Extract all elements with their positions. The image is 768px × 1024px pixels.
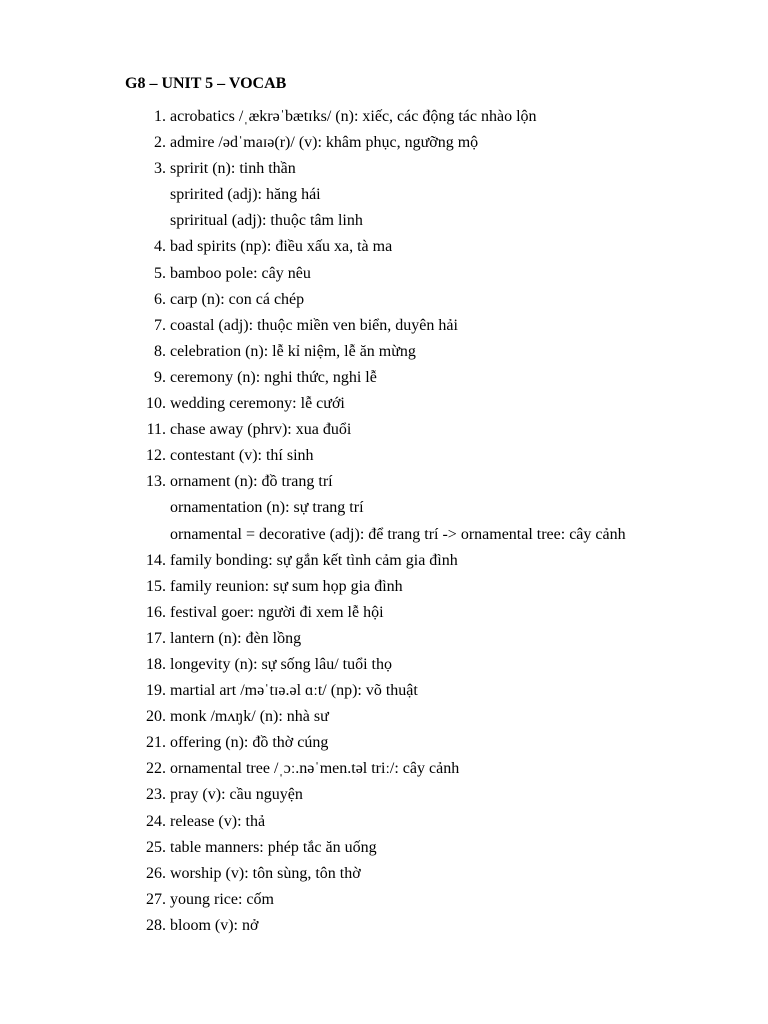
- item-number: 11.: [146, 421, 166, 439]
- vocab-subitem: [0, 208, 768, 234]
- item-text: spriritual (adj): thuộc tâm linh: [170, 212, 363, 230]
- item-text: wedding ceremony: lễ cưới: [170, 395, 345, 413]
- vocab-item: [0, 365, 768, 391]
- item-number: 16.: [146, 603, 166, 621]
- item-number: 2.: [154, 134, 166, 152]
- vocab-item: [0, 678, 768, 704]
- vocab-item: [0, 782, 768, 808]
- item-number: 6.: [154, 290, 166, 308]
- item-text: bamboo pole: cây nêu: [170, 264, 311, 282]
- item-text: admire /ədˈmaɪə(r)/ (v): khâm phục, ngưỡng mộ: [170, 134, 479, 152]
- vocab-item: [0, 156, 768, 182]
- vocab-item: [0, 652, 768, 678]
- item-number: 24.: [146, 812, 166, 830]
- item-number: 5.: [154, 264, 166, 282]
- vocab-item: [0, 835, 768, 861]
- item-number: 28.: [146, 916, 166, 934]
- item-text: celebration (n): lễ kỉ niệm, lễ ăn mừng: [170, 342, 416, 360]
- item-number: 20.: [146, 708, 166, 726]
- item-text: martial art /məˈtɪə.əl ɑːt/ (np): võ thuật: [170, 682, 418, 700]
- item-number: 1.: [154, 108, 166, 125]
- item-text: lantern (n): đèn lồng: [170, 629, 302, 647]
- item-number: 22.: [146, 760, 166, 778]
- vocab-item: [0, 600, 768, 626]
- vocab-item: [0, 861, 768, 887]
- item-text: acrobatics /ˌækrəˈbætɪks/ (n): xiếc, các động tác nhào lộn: [170, 108, 537, 125]
- vocab-subitem: [0, 495, 768, 521]
- item-number: 18.: [146, 655, 166, 673]
- item-text: young rice: cốm: [170, 890, 274, 908]
- item-text: spririted (adj): hăng hái: [170, 186, 321, 204]
- item-text: table manners: phép tắc ăn uống: [170, 838, 377, 856]
- vocab-item: [0, 313, 768, 339]
- vocab-item: [0, 391, 768, 417]
- vocab-subitem: [0, 522, 768, 548]
- item-number: 9.: [154, 368, 166, 386]
- vocab-item: [0, 809, 768, 835]
- item-number: 13.: [146, 473, 166, 491]
- item-number: 8.: [154, 342, 166, 360]
- vocab-item: [0, 234, 768, 260]
- item-text: spririt (n): tinh thần: [170, 160, 296, 178]
- item-number: 21.: [146, 734, 166, 752]
- item-text: worship (v): tôn sùng, tôn thờ: [170, 864, 361, 882]
- item-text: coastal (adj): thuộc miền ven biển, duyên hải: [170, 316, 458, 334]
- vocab-item: [0, 548, 768, 574]
- item-number: 26.: [146, 864, 166, 882]
- vocab-item: [0, 626, 768, 652]
- item-text: ornament (n): đồ trang trí: [170, 473, 333, 491]
- item-number: 15.: [146, 577, 166, 595]
- vocab-subitem: [0, 182, 768, 208]
- vocab-list: [0, 104, 768, 939]
- document-title: G8 – UNIT 5 – VOCAB: [125, 75, 287, 92]
- item-number: 3.: [154, 160, 166, 178]
- item-text: festival goer: người đi xem lễ hội: [170, 603, 384, 621]
- item-number: 10.: [146, 395, 166, 413]
- vocab-item: [0, 730, 768, 756]
- item-number: 23.: [146, 786, 166, 804]
- vocab-item: [0, 756, 768, 782]
- vocab-item: [0, 913, 768, 939]
- item-number: 14.: [146, 551, 166, 569]
- item-text: offering (n): đồ thờ cúng: [170, 734, 329, 752]
- item-number: 7.: [154, 316, 166, 334]
- item-text: bad spirits (np): điều xấu xa, tà ma: [170, 238, 393, 256]
- item-number: 17.: [146, 629, 166, 647]
- item-text: ornamental = decorative (adj): để trang trí -> ornamental tree: cây cảnh: [170, 525, 626, 543]
- item-number: 4.: [154, 238, 166, 256]
- item-number: 19.: [146, 682, 166, 700]
- vocab-item: [0, 704, 768, 730]
- item-text: ceremony (n): nghi thức, nghi lễ: [170, 368, 377, 386]
- item-number: 12.: [146, 447, 166, 465]
- item-text: contestant (v): thí sinh: [170, 447, 314, 465]
- vocab-item: [0, 574, 768, 600]
- vocab-item: [0, 887, 768, 913]
- item-text: family reunion: sự sum họp gia đình: [170, 577, 403, 595]
- vocab-item: [0, 261, 768, 287]
- vocab-item: [0, 443, 768, 469]
- item-text: carp (n): con cá chép: [170, 290, 305, 308]
- item-text: family bonding: sự gắn kết tình cảm gia đình: [170, 551, 458, 569]
- item-text: longevity (n): sự sống lâu/ tuổi thọ: [170, 655, 392, 673]
- item-number: 25.: [146, 838, 166, 856]
- item-text: monk /mʌŋk/ (n): nhà sư: [170, 708, 329, 726]
- item-text: ornamental tree /ˌɔː.nəˈmen.təl triː/: cây cảnh: [170, 760, 460, 778]
- item-text: ornamentation (n): sự trang trí: [170, 499, 364, 517]
- item-text: bloom (v): nở: [170, 916, 259, 934]
- item-number: 27.: [146, 890, 166, 908]
- vocab-item: [0, 104, 768, 130]
- item-text: pray (v): cầu nguyện: [170, 786, 303, 804]
- vocab-item: [0, 287, 768, 313]
- vocab-item: [0, 469, 768, 495]
- vocab-item: [0, 130, 768, 156]
- vocab-item: [0, 339, 768, 365]
- item-text: release (v): thả: [170, 812, 266, 830]
- vocab-item: [0, 417, 768, 443]
- item-text: chase away (phrv): xua đuổi: [170, 421, 352, 439]
